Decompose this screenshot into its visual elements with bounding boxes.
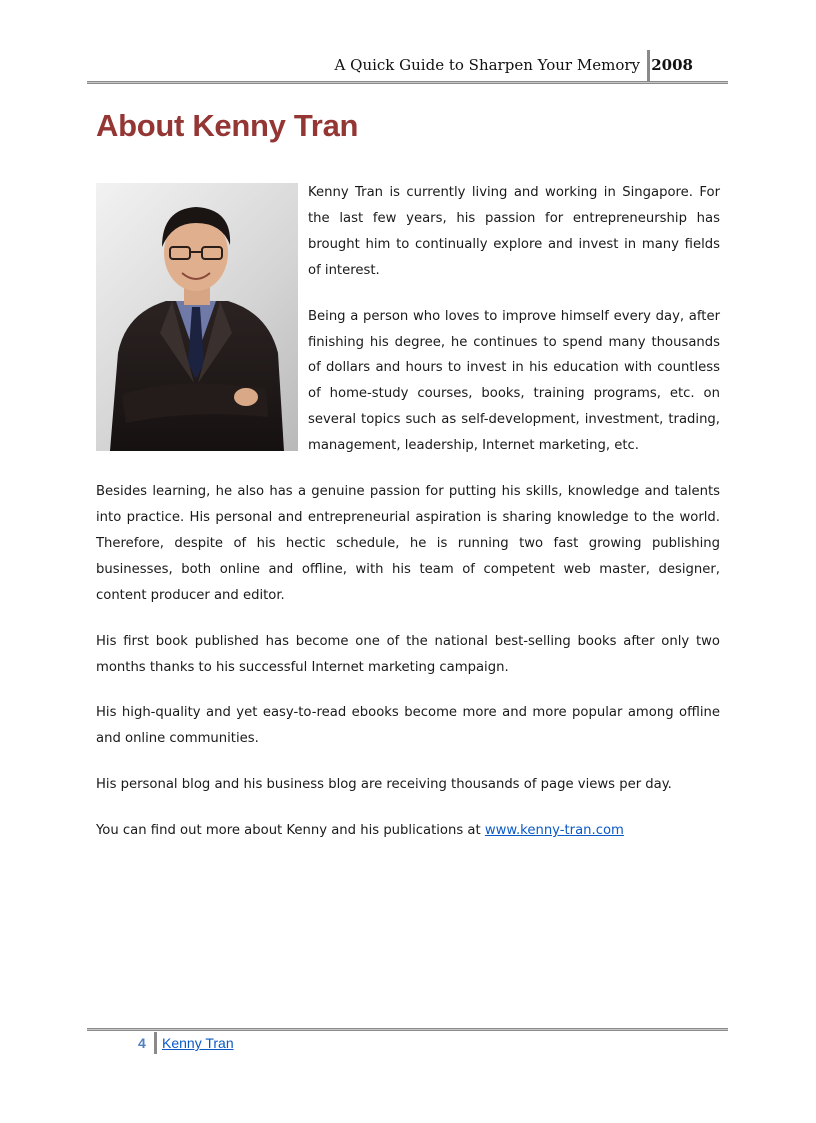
paragraph: His personal blog and his business blog are receiving thousands of page views per day. bbox=[96, 777, 672, 793]
paragraph: Kenny Tran is currently living and working in Singapore. For the last few years, his passion for entrepreneurship has brought him to continually explore and invest in many fields of interest. bbox=[308, 185, 720, 278]
portrait-illustration bbox=[96, 183, 298, 451]
header-title: A Quick Guide to Sharpen Your Memory bbox=[334, 56, 640, 74]
page-header bbox=[87, 50, 728, 84]
paragraph: His high-quality and yet easy-to-read ebooks become more and more popular among offline and online communities. bbox=[96, 705, 720, 747]
header-rule bbox=[87, 81, 728, 84]
author-portrait-photo bbox=[96, 183, 298, 451]
page-footer bbox=[87, 1028, 728, 1058]
paragraph: Besides learning, he also has a genuine passion for putting his skills, knowledge and talents into practice. His personal and entrepreneurial aspiration is sharing knowledge to the world. Therefore, despite of his hectic schedule, he is running two fast growing publishing businesses, both online and offline, with his team of competent web master, designer, content producer and editor. bbox=[96, 484, 720, 603]
header-separator bbox=[647, 50, 650, 84]
page-title: About Kenny Tran bbox=[96, 108, 359, 143]
closing-paragraph bbox=[96, 818, 720, 844]
footer-rule bbox=[87, 1028, 728, 1031]
article-body bbox=[96, 180, 720, 864]
paragraph: His first book published has become one of the national best-selling books after only two months thanks to his successful Internet marketing campaign. bbox=[96, 633, 720, 675]
closing-text: You can find out more about Kenny and his publications at bbox=[96, 823, 485, 839]
paragraph: Being a person who loves to improve himself every day, after finishing his degree, he continues to spend many thousands of dollars and hours to invest in his education with countless of home-study courses, books, training programs, etc. on several topics such as self-development, investment, trading, management, leadership, Internet marketing, etc. bbox=[308, 308, 720, 454]
header-year: 2008 bbox=[651, 56, 693, 74]
page-number: 4 bbox=[138, 1035, 146, 1051]
footer-author-link[interactable]: Kenny Tran bbox=[162, 1035, 234, 1051]
footer-separator bbox=[154, 1032, 157, 1054]
website-link[interactable]: www.kenny-tran.com bbox=[484, 823, 624, 839]
